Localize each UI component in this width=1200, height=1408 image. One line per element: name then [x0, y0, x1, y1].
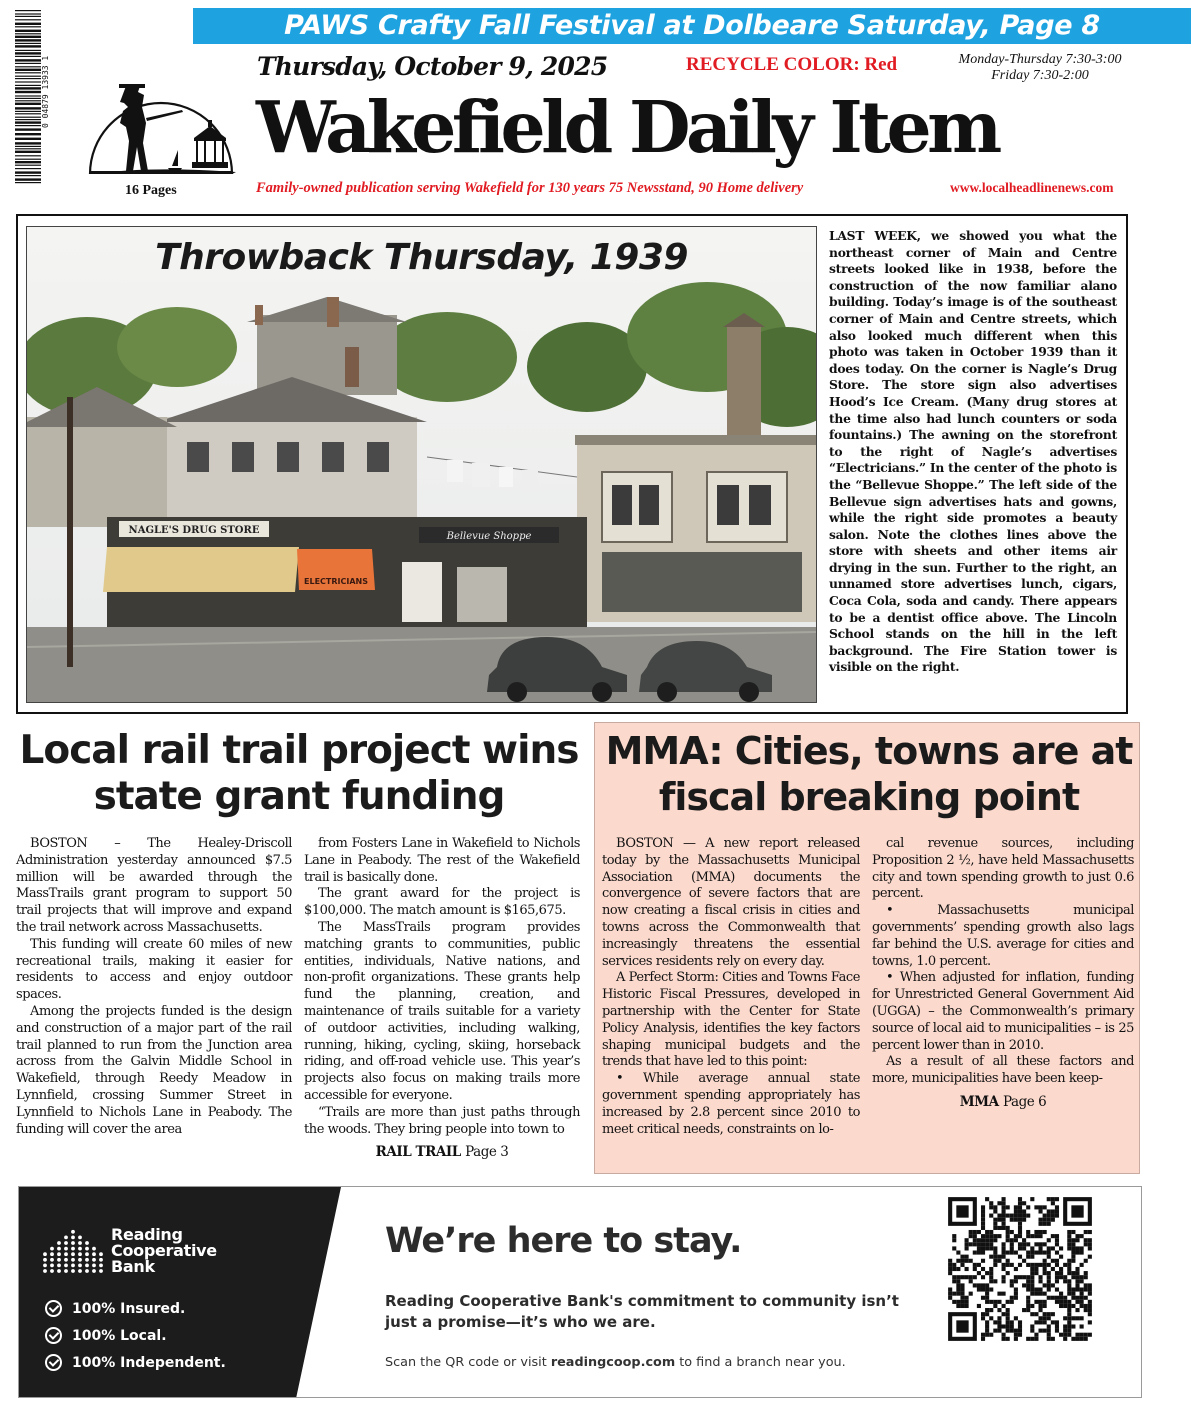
benefit-label: 100% Independent. — [72, 1354, 226, 1371]
cta-text: Scan the QR code or visit — [385, 1355, 551, 1370]
ad-subline: Reading Cooperative Bank's commitment to community isn’t just a promise—it’s who we are. — [385, 1292, 899, 1331]
newspaper-title: Wakefield Daily Item — [256, 85, 998, 169]
mma-column-1 — [602, 836, 860, 1138]
mma-column-2 — [872, 836, 1134, 1111]
paragraph: The MassTrails program provides matching grants to communities, public entities, individuals, Native nations, and non-profit organizations. These grants help fund the planning, creation, and maintenance of trails suitable for a variety of outdoor activities, including walking, running, hiking, cycling, skiing, horseback riding, and off-road vehicle use. This year’s projects also focus on making trails more accessible for everyone. — [304, 919, 580, 1103]
caption-body: we showed you what the northeast corner of Main and Centre streets looked like in 1938, before the construction of the now familiar alano building. Today’s image is of the southeast corner of Main and Centre streets, which also looked much different when this photo was taken in October 1939 than it does today. On the corner is Nagle’s Drug Store. The store sign also advertises Hood’s Ice Cream. (Many drug stores at the time also had lunch counters or soda fountains.) The awning on the storefront to the right of Nagle’s advertises “Electricians.” In the center of the photo is the “Bellevue Shoppe.” The left side of the Bellevue sign advertises hats and gowns, while the right side promotes a beauty salon. Note the clothes lines above the store with sheets and other items air drying in the sun. Further to the right, an unnamed store advertises lunch, cigars, Coca Cola, soda and candy. There appears to be a dentist office above. The Lincoln School stands on the hill in the left background. The Fire Station tower is visible on the right. — [829, 228, 1118, 675]
benefit-label: 100% Insured. — [72, 1300, 186, 1317]
throwback-photo[interactable] — [26, 226, 817, 703]
benefit-item — [45, 1322, 226, 1349]
svg-text:0 04879 13933 1: 0 04879 13933 1 — [41, 55, 50, 128]
jump-link-rail-trail[interactable] — [304, 1144, 580, 1161]
paragraph: • When adjusted for inflation, funding for Unrestricted General Government Aid (UGGA) – the Commonwealth’s primary source of local aid to municipalities – is 25 percent lower than in 2010. — [872, 970, 1134, 1053]
recycle-color: RECYCLE COLOR: Red — [686, 54, 898, 75]
paragraph: • While average annual state government spending appropriately has increased by 2.8 percent since 2010 to meet critical needs, constraints on lo- — [602, 1071, 860, 1137]
bank-name-line: Reading — [111, 1225, 183, 1244]
paragraph: BOSTON — A new report released today by the Massachusetts Municipal Association (MMA) documents the convergence of severe factors that are now creating a fiscal crisis in cities and towns across the Commonwealth that increasingly threatens the essential services residents rely on every day. — [602, 836, 860, 969]
paragraph: This funding will create 60 miles of new recreational trails, making it easier for residents to access and enjoy outdoor spaces. — [16, 936, 292, 1003]
check-circle-icon — [45, 1354, 62, 1371]
promo-banner[interactable]: PAWS Crafty Fall Festival at Dolbeare Saturday, Page 8 — [193, 8, 1191, 44]
bank-name — [111, 1227, 217, 1275]
cta-text: to find a branch near you. — [675, 1355, 846, 1370]
benefit-label: 100% Local. — [72, 1327, 167, 1344]
barcode — [14, 8, 52, 186]
sign-electricians: ELECTRICIANS — [304, 577, 368, 586]
jump-page: Page 6 — [1002, 1093, 1047, 1110]
check-circle-icon — [45, 1327, 62, 1344]
ad-headline: We’re here to stay. — [385, 1221, 742, 1261]
website-link[interactable]: www.localheadlinenews.com — [950, 180, 1114, 195]
bank-logo-icon — [41, 1219, 105, 1275]
benefit-item — [45, 1349, 226, 1376]
headline-mma[interactable]: MMA: Cities, towns are at fiscal breaking point — [605, 729, 1133, 819]
bank-website-link[interactable]: readingcoop.com — [550, 1355, 676, 1370]
paragraph: cal revenue sources, including Proposition 2 ½, have held Massachusetts city and town spending growth to just 0.6 percent. — [872, 836, 1134, 902]
minuteman-logo — [86, 58, 236, 186]
paragraph: “Trails are more than just paths through the woods. They bring people into town to — [304, 1104, 580, 1137]
photo-caption — [829, 228, 1117, 676]
sign-nagles: NAGLE'S DRUG STORE — [128, 525, 260, 536]
rail-trail-column-2 — [304, 836, 580, 1161]
bank-name-line: Cooperative — [111, 1241, 217, 1260]
paragraph: As a result of all these factors and more, municipalities have been keep- — [872, 1054, 1134, 1087]
jump-link-mma[interactable] — [872, 1094, 1134, 1111]
photo-title: Throwback Thursday, 1939 — [155, 237, 688, 278]
bank-name-line: Bank — [111, 1257, 155, 1276]
jump-page: Page 3 — [465, 1144, 509, 1161]
jump-label: RAIL TRAIL — [375, 1144, 461, 1161]
paragraph: Among the projects funded is the design and construction of a major part of the rail trail planned to run from the Junction area across from the Galvin Middle School in Wakefield, through Reedy Meadow in Lynnfield, crossing Summer Street in Lynnfield to Nichols Lane in Peabody. The funding will cover the area — [16, 1003, 292, 1137]
paragraph: • Massachusetts municipal governments’ spending growth also lags far behind the U.S. average for cities and towns, 1.0 percent. — [872, 903, 1134, 969]
bank-advertisement[interactable] — [18, 1186, 1142, 1398]
jump-label: MMA — [959, 1093, 999, 1110]
street-scene-illustration — [27, 227, 817, 703]
tagline: Family-owned publication serving Wakefield for 130 years 75 Newsstand, 90 Home delivery — [256, 180, 804, 196]
benefit-item — [45, 1295, 226, 1322]
ad-call-to-action — [385, 1355, 846, 1370]
rail-trail-column-1 — [16, 836, 292, 1138]
paragraph: The grant award for the project is $100,000. The match amount is $165,675. — [304, 886, 580, 919]
bank-benefits-list — [45, 1295, 226, 1376]
paragraph: from Fosters Lane in Wakefield to Nichols Lane in Peabody. The rest of the Wakefield trail is basically done. — [304, 836, 580, 885]
qr-code[interactable] — [944, 1193, 1096, 1345]
hours-weekday: Monday-Thursday 7:30-3:00 — [958, 52, 1122, 67]
caption-lead: LAST WEEK, — [829, 228, 921, 243]
headline-rail-trail[interactable]: Local rail trail project wins state grant funding — [19, 728, 579, 819]
hours-friday: Friday 7:30-2:00 — [991, 68, 1089, 83]
check-circle-icon — [45, 1300, 62, 1317]
paragraph: BOSTON – The Healey-Driscoll Administration yesterday announced $7.5 million will be awarded through the MassTrails grant program to support 50 trail projects that will improve and expand the trail network across Massachusetts. — [16, 836, 292, 935]
paragraph: A Perfect Storm: Cities and Towns Face Historic Fiscal Pressures, developed in partnership with the Center for State Policy Analysis, identifies the key factors shaping municipal budgets and the trends that have led to this point: — [602, 970, 860, 1070]
sign-bellevue: Bellevue Shoppe — [446, 531, 532, 542]
page-count: 16 Pages — [125, 183, 177, 198]
issue-date: Thursday, October 9, 2025 — [257, 52, 608, 81]
